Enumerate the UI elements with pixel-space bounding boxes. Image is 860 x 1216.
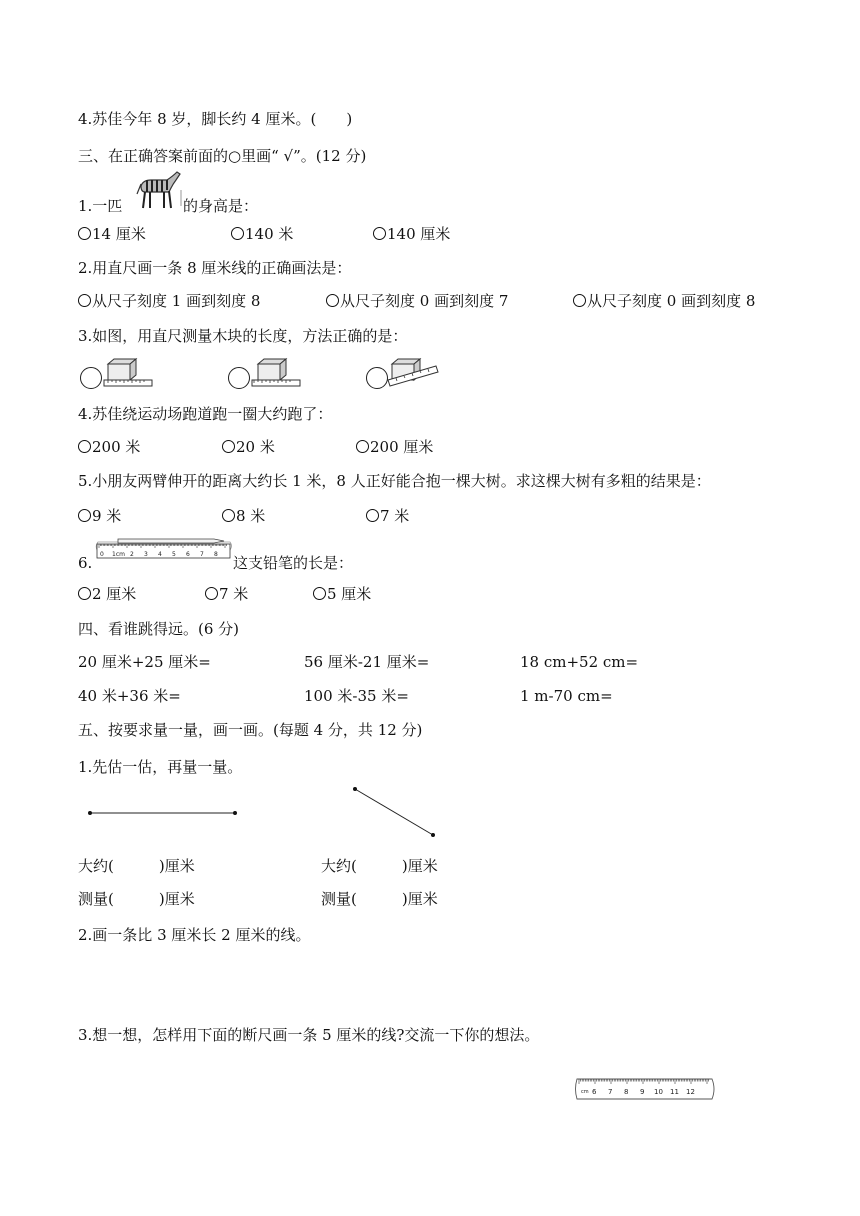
q3-2-option-b[interactable]: 从尺子刻度 0 画到刻度 7	[326, 291, 508, 311]
ruler-label: 12	[686, 1088, 695, 1096]
q3-5-option-c[interactable]: 7 米	[366, 506, 409, 526]
ruler-label: 6	[186, 551, 190, 558]
question-3-1-prefix: 1.一匹	[78, 197, 123, 215]
question-3-5: 5.小朋友两臂伸开的距离大约长 1 米，8 人正好能合抱一棵大树。求这棵大树有多粗的结果是：	[78, 472, 711, 490]
answer-circle[interactable]	[366, 509, 379, 522]
estimate-2[interactable]: 大约( )厘米	[321, 857, 438, 875]
section-4-title: 四、看谁跳得远。(6 分)	[78, 620, 240, 638]
estimate-1[interactable]: 大约( )厘米	[78, 857, 195, 875]
answer-circle[interactable]	[222, 509, 235, 522]
q3-4-option-b[interactable]: 20 米	[222, 437, 275, 457]
question-5-3: 3.想一想，怎样用下面的断尺画一条 5 厘米的线?交流一下你的想法。	[78, 1026, 540, 1044]
block-ruler-image-b	[250, 356, 302, 388]
answer-circle[interactable]	[205, 587, 218, 600]
problem: 56 厘米-21 厘米=	[304, 653, 430, 671]
ruler-label: 7	[200, 551, 204, 558]
answer-circle-large[interactable]	[366, 367, 388, 389]
answer-circle[interactable]	[78, 440, 91, 453]
question-3-6-suffix: 这支铅笔的长是：	[233, 554, 354, 572]
section-5-title: 五、按要求量一量，画一画。(每题 4 分，共 12 分)	[78, 721, 423, 739]
answer-circle[interactable]	[313, 587, 326, 600]
answer-circle[interactable]	[78, 509, 91, 522]
ruler-label: 4	[158, 551, 162, 558]
line-segments-image	[78, 780, 478, 850]
q3-2-option-a[interactable]: 从尺子刻度 1 画到刻度 8	[78, 291, 260, 311]
answer-circle[interactable]	[78, 227, 91, 240]
q3-4-option-a[interactable]: 200 米	[78, 437, 140, 457]
answer-circle[interactable]	[373, 227, 386, 240]
answer-circle[interactable]	[231, 227, 244, 240]
q3-1-option-a[interactable]: 14 厘米	[78, 224, 146, 244]
q3-1-option-b[interactable]: 140 米	[231, 224, 293, 244]
section-3-title: 三、在正确答案前面的○里画“ √”。(12 分)	[78, 147, 367, 165]
question-3-1-suffix: 的身高是：	[183, 197, 259, 215]
question-3-4: 4.苏佳绕运动场跑道跑一圈大约跑了：	[78, 405, 333, 423]
problem: 1 m-70 cm=	[520, 687, 613, 705]
question-3-6-prefix: 6.	[78, 554, 93, 572]
ruler-label: 1cm	[112, 551, 125, 558]
problem: 40 米+36 米=	[78, 687, 181, 705]
question-3-2: 2.用直尺画一条 8 厘米线的正确画法是：	[78, 259, 352, 277]
ruler-label: 9	[640, 1088, 645, 1096]
q3-2-option-c[interactable]: 从尺子刻度 0 画到刻度 8	[573, 291, 755, 311]
question-2-4: 4.苏佳今年 8 岁，脚长约 4 厘米。( )	[78, 110, 353, 128]
ruler-label: 10	[654, 1088, 663, 1096]
q3-5-option-a[interactable]: 9 米	[78, 506, 121, 526]
ruler-label: cm	[581, 1089, 589, 1095]
ruler-label: 8	[214, 551, 218, 558]
pencil-ruler-image	[94, 536, 234, 564]
broken-ruler-image	[572, 1075, 718, 1103]
problem: 20 厘米+25 厘米=	[78, 653, 211, 671]
q3-1-option-c[interactable]: 140 厘米	[373, 224, 450, 244]
ruler-label: 2	[130, 551, 134, 558]
q3-6-option-b[interactable]: 7 米	[205, 584, 248, 604]
answer-circle[interactable]	[78, 294, 91, 307]
ruler-label: 3	[144, 551, 148, 558]
block-ruler-image-c	[386, 354, 442, 388]
answer-circle[interactable]	[78, 587, 91, 600]
ruler-label: 5	[172, 551, 176, 558]
problem: 100 米-35 米=	[304, 687, 409, 705]
question-5-1: 1.先估一估，再量一量。	[78, 758, 243, 776]
q3-5-option-b[interactable]: 8 米	[222, 506, 265, 526]
block-ruler-image-a	[102, 356, 154, 388]
ruler-label: 8	[624, 1088, 629, 1096]
answer-circle-large[interactable]	[80, 367, 102, 389]
q3-4-option-c[interactable]: 200 厘米	[356, 437, 433, 457]
answer-circle[interactable]	[573, 294, 586, 307]
ruler-label: 11	[670, 1088, 679, 1096]
ruler-label: 7	[608, 1088, 613, 1096]
question-3-1	[78, 196, 122, 216]
zebra-image	[133, 168, 183, 212]
answer-circle-large[interactable]	[228, 367, 250, 389]
problem: 18 cm+52 cm=	[520, 653, 639, 671]
ruler-label: 0	[100, 551, 104, 558]
answer-circle[interactable]	[326, 294, 339, 307]
measure-1[interactable]: 测量( )厘米	[78, 890, 195, 908]
ruler-label: 6	[592, 1088, 597, 1096]
q3-6-option-a[interactable]: 2 厘米	[78, 584, 136, 604]
measure-2[interactable]: 测量( )厘米	[321, 890, 438, 908]
question-5-2: 2.画一条比 3 厘米长 2 厘米的线。	[78, 926, 311, 944]
question-3-3: 3.如图，用直尺测量木块的长度，方法正确的是：	[78, 327, 408, 345]
answer-circle[interactable]	[222, 440, 235, 453]
answer-circle[interactable]	[356, 440, 369, 453]
q3-6-option-c[interactable]: 5 厘米	[313, 584, 371, 604]
